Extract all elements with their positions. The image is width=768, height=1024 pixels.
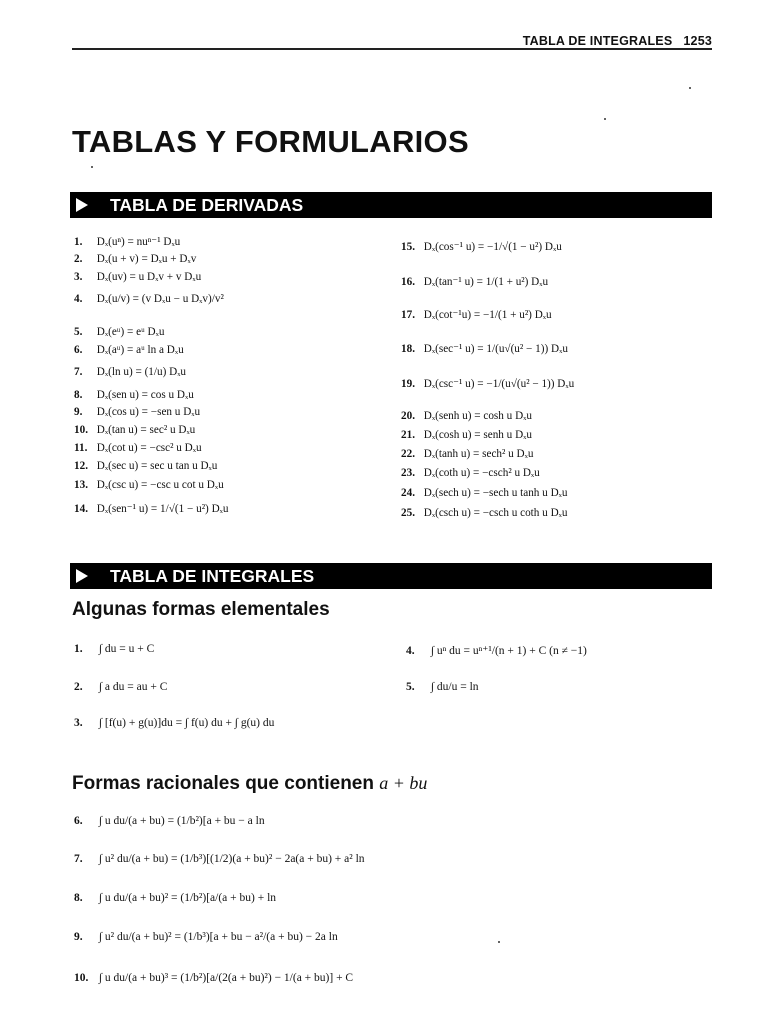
- formula-expression: Dₓ(sen⁻¹ u) = 1/√(1 − u²) Dₓu: [94, 503, 229, 515]
- formula-row: [74, 424, 195, 436]
- integral-row: [74, 643, 154, 655]
- formula-row: [74, 406, 200, 418]
- formula-number: 21.: [401, 429, 415, 441]
- formula-number: 5.: [74, 326, 83, 338]
- formula-number: 1.: [74, 643, 83, 655]
- formula-expression: Dₓ(cot u) = −csc² u Dₓu: [94, 442, 202, 454]
- formula-row: [401, 507, 568, 519]
- formula-expression: Dₓ(cos⁻¹ u) = −1/√(1 − u²) Dₓu: [421, 241, 562, 253]
- formula-expression: Dₓ(cosh u) = senh u Dₓu: [421, 429, 532, 441]
- formula-expression: Dₓ(sech u) = −sech u tanh u Dₓu: [421, 487, 568, 499]
- formula-expression: Dₓ(coth u) = −csch² u Dₓu: [421, 467, 540, 479]
- formula-expression: ∫ [f(u) + g(u)]du = ∫ f(u) du + ∫ g(u) du: [96, 717, 275, 729]
- formula-number: 13.: [74, 479, 88, 491]
- formula-number: 3.: [74, 271, 83, 283]
- formula-row: [401, 275, 548, 288]
- formula-number: 2.: [74, 681, 83, 693]
- triangle-marker-icon: [76, 569, 88, 583]
- integrals-heading-band: [70, 563, 712, 589]
- formula-expression: Dₓ(aᵘ) = aᵘ ln a Dₓu: [94, 344, 184, 356]
- formula-expression: Dₓ(sec⁻¹ u) = 1/(u√(u² − 1)) Dₓu: [421, 343, 568, 355]
- formula-expression: Dₓ(csc u) = −csc u cot u Dₓu: [94, 479, 224, 491]
- formula-row: [74, 326, 164, 338]
- formula-number: 14.: [74, 503, 88, 515]
- formula-row: [74, 253, 196, 265]
- formula-row: [401, 308, 552, 321]
- integral-row: [406, 643, 587, 657]
- formula-row: [74, 460, 217, 472]
- formula-expression: Dₓ(tanh u) = sech² u Dₓu: [421, 448, 534, 460]
- formula-expression: Dₓ(ln u) = (1/u) Dₓu: [94, 366, 187, 378]
- formula-number: 24.: [401, 487, 415, 499]
- formula-number: 10.: [74, 972, 89, 984]
- formula-expression: ∫ du = u + C: [96, 643, 155, 655]
- rational-subtitle-text: Formas racionales que contienen: [72, 773, 374, 794]
- scan-speck: [604, 118, 606, 120]
- derivatives-heading: TABLA DE DERIVADAS: [110, 194, 304, 215]
- formula-row: [74, 892, 276, 904]
- formula-expression: Dₓ(sen u) = cos u Dₓu: [94, 389, 194, 401]
- formula-expression: Dₓ(senh u) = cosh u Dₓu: [421, 410, 532, 422]
- formula-row: [74, 235, 180, 248]
- formula-row: [401, 429, 532, 441]
- page-number: 1253: [683, 34, 712, 48]
- formula-expression: Dₓ(cot⁻¹u) = −1/(1 + u²) Dₓu: [421, 309, 552, 321]
- formula-expression: Dₓ(eᵘ) = eᵘ Dₓu: [94, 326, 165, 338]
- formula-number: 15.: [401, 241, 415, 253]
- integral-row: [74, 717, 274, 729]
- formula-row: [74, 853, 365, 865]
- formula-row: [74, 972, 353, 984]
- formula-number: 23.: [401, 467, 415, 479]
- derivatives-heading-band: [70, 192, 712, 218]
- formula-row: [74, 366, 186, 378]
- formula-number: 10.: [74, 424, 88, 436]
- formula-row: [401, 467, 540, 479]
- triangle-marker-icon: [76, 198, 88, 212]
- formula-number: 11.: [74, 442, 88, 454]
- formula-number: 6.: [74, 815, 83, 827]
- running-title: TABLA DE INTEGRALES: [522, 34, 673, 48]
- formula-number: 8.: [74, 389, 83, 401]
- formula-row: [401, 448, 533, 460]
- elementary-forms-subtitle: Algunas formas elementales: [72, 599, 330, 620]
- formula-row: [401, 487, 568, 499]
- formula-number: 5.: [406, 681, 415, 693]
- formula-row: [74, 931, 338, 943]
- rational-forms-subtitle: [72, 773, 427, 795]
- integral-row: [74, 681, 167, 693]
- formula-expression: Dₓ(u/v) = (v Dₓu − u Dₓv)/v²: [94, 293, 224, 305]
- formula-row: [74, 344, 184, 356]
- formula-number: 7.: [74, 366, 83, 378]
- formula-expression: Dₓ(csch u) = −csch u coth u Dₓu: [421, 507, 568, 519]
- header-rule: [72, 48, 712, 50]
- formula-expression: Dₓ(tan u) = sec² u Dₓu: [94, 424, 196, 436]
- page-title: TABLAS Y FORMULARIOS: [72, 124, 469, 159]
- formula-expression: ∫ a du = au + C: [96, 681, 168, 693]
- formula-number: 7.: [74, 853, 83, 865]
- formula-expression: ∫ u du/(a + bu)² = (1/b²)[a/(a + bu) + ln: [96, 892, 277, 904]
- formula-number: 1.: [74, 236, 83, 248]
- formula-expression: ∫ u² du/(a + bu)² = (1/b³)[a + bu − a²/(a + bu) − 2a ln: [96, 931, 338, 943]
- formula-expression: Dₓ(sec u) = sec u tan u Dₓu: [94, 460, 218, 472]
- formula-row: [74, 815, 265, 827]
- formula-row: [401, 342, 568, 355]
- formula-number: 22.: [401, 448, 415, 460]
- formula-number: 9.: [74, 931, 83, 943]
- formula-expression: Dₓ(uv) = u Dₓv + v Dₓu: [94, 271, 202, 283]
- formula-number: 17.: [401, 309, 415, 321]
- formula-expression: Dₓ(cos u) = −sen u Dₓu: [94, 406, 201, 418]
- formula-number: 19.: [401, 378, 415, 390]
- formula-number: 16.: [401, 276, 415, 288]
- formula-expression: Dₓ(csc⁻¹ u) = −1/(u√(u² − 1)) Dₓu: [421, 378, 575, 390]
- rational-subtitle-expression: a + bu: [379, 773, 428, 793]
- integral-row: [406, 681, 479, 693]
- scan-speck: [91, 166, 93, 168]
- scan-speck: [689, 87, 691, 89]
- formula-number: 9.: [74, 406, 83, 418]
- formula-row: [401, 410, 532, 422]
- formula-row: [74, 442, 202, 454]
- formula-row: [74, 479, 224, 491]
- formula-expression: ∫ uⁿ du = uⁿ⁺¹/(n + 1) + C (n ≠ −1): [428, 645, 587, 657]
- formula-expression: Dₓ(uⁿ) = nuⁿ⁻¹ Dₓu: [94, 236, 181, 248]
- formula-row: [74, 502, 229, 515]
- formula-number: 6.: [74, 344, 83, 356]
- formula-number: 8.: [74, 892, 83, 904]
- formula-expression: ∫ u² du/(a + bu) = (1/b³)[(1/2)(a + bu)² − 2a(a + bu) + a² ln: [96, 853, 365, 865]
- scan-speck: [498, 941, 500, 943]
- formula-number: 12.: [74, 460, 88, 472]
- running-header: [523, 34, 712, 48]
- formula-expression: ∫ u du/(a + bu)³ = (1/b²)[a/(2(a + bu)²) − 1/(a + bu)] + C: [96, 972, 354, 984]
- formula-number: 25.: [401, 507, 415, 519]
- formula-row: [74, 389, 194, 401]
- formula-expression: ∫ u du/(a + bu) = (1/b²)[a + bu − a ln: [96, 815, 265, 827]
- formula-number: 2.: [74, 253, 83, 265]
- formula-number: 4.: [406, 645, 415, 657]
- formula-expression: ∫ du/u = ln: [428, 681, 479, 693]
- formula-row: [74, 271, 201, 283]
- formula-number: 20.: [401, 410, 415, 422]
- formula-number: 18.: [401, 343, 415, 355]
- formula-number: 4.: [74, 293, 83, 305]
- integrals-heading: TABLA DE INTEGRALES: [110, 565, 315, 586]
- formula-number: 3.: [74, 717, 83, 729]
- formula-expression: Dₓ(tan⁻¹ u) = 1/(1 + u²) Dₓu: [421, 276, 549, 288]
- formula-row: [401, 377, 574, 390]
- formula-row: [401, 240, 562, 253]
- formula-row: [74, 293, 224, 305]
- formula-expression: Dₓ(u + v) = Dₓu + Dₓv: [94, 253, 197, 265]
